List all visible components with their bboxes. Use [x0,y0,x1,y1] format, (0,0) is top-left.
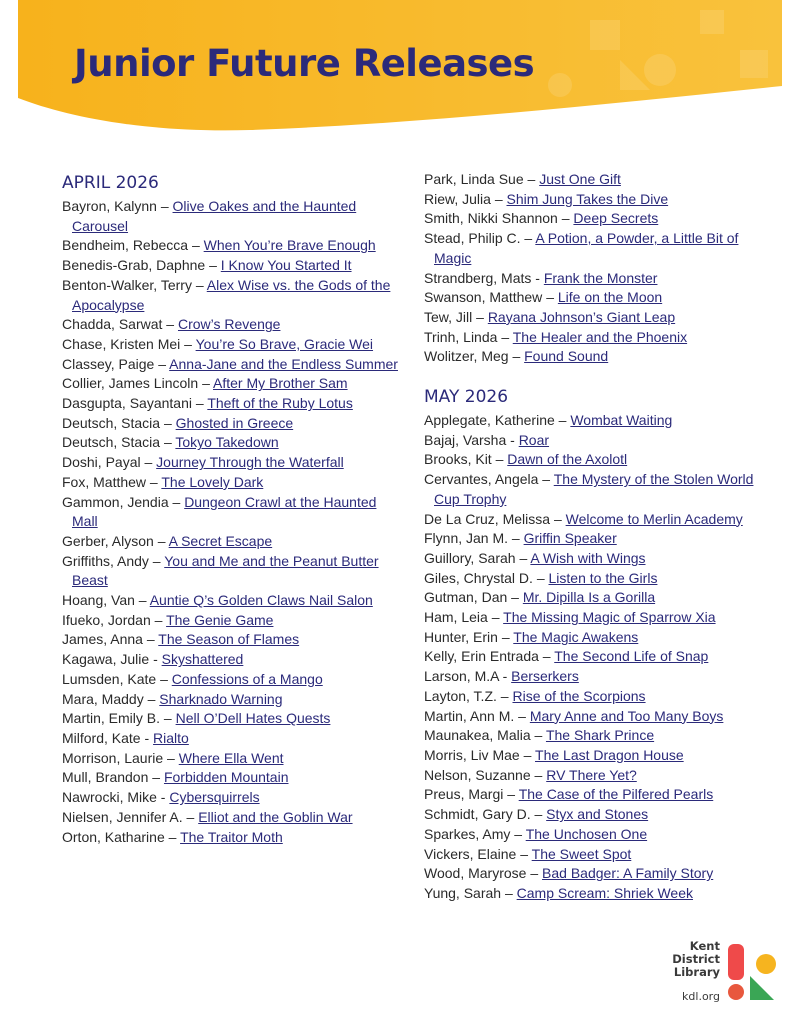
author-name: Stead, Philip C. [424,230,521,247]
separator: – [149,473,158,490]
book-title-link[interactable]: You’re So Brave, Gracie Wei [195,335,374,352]
book-title-link[interactable]: A Secret Escape [168,532,273,549]
separator: – [168,828,177,845]
author-name: Bendheim, Rebecca [62,237,189,254]
separator: – [138,592,147,609]
separator: – [495,451,504,468]
book-title-link[interactable]: RV There Yet? [546,766,637,783]
separator: – [519,549,528,566]
book-title-link[interactable]: Roar [518,431,550,448]
author-name: Gammon, Jendia [62,493,169,510]
separator: – [504,884,513,901]
release-entry [62,355,402,375]
release-entry [62,493,402,532]
book-title-link[interactable]: I Know You Started It [220,257,352,274]
author-name: Tew, Jill [424,308,473,325]
book-title-link[interactable]: After My Brother Sam [212,375,348,392]
author-name: De La Cruz, Melissa [424,510,551,527]
separator: – [561,210,570,227]
book-title-link[interactable]: Olive Oakes and the Haunted Carousel [72,198,357,234]
release-entry [424,411,764,431]
book-title-link[interactable]: Theft of the Ruby Lotus [207,395,353,412]
book-title-link[interactable]: Dungeon Crawl at the Haunted Mall [72,493,377,530]
logo-wordmark [672,940,720,979]
author-name: Trinh, Linda [424,328,498,345]
separator: – [530,865,539,882]
release-entry [62,276,402,315]
release-entry [424,864,764,884]
separator: – [501,628,510,645]
separator: – [154,611,163,628]
release-entry [62,690,402,710]
release-entry [62,808,402,828]
release-entry [62,256,402,276]
author-name: James, Anna [62,631,143,648]
book-title-link[interactable]: The Lovely Dark [161,473,264,490]
release-entry [62,374,402,394]
page-title: Junior Future Releases [74,42,535,85]
author-name: Benedis-Grab, Daphne [62,257,206,274]
author-name: Vickers, Elaine [424,845,517,862]
release-entry [62,453,402,473]
separator: – [527,171,536,187]
separator: – [520,845,529,862]
separator: – [511,589,519,606]
book-title-link[interactable]: Skyshattered [161,651,244,668]
release-entry [424,510,764,530]
release-entry [62,591,402,611]
author-name: Nawrocki, Mike [62,789,157,806]
separator: – [163,414,172,431]
author-name: Griffiths, Andy [62,552,149,569]
author-name: Morrison, Laurie [62,749,164,766]
book-title-link[interactable]: The Shark Prince [545,727,655,744]
author-name: Gerber, Alyson [62,532,154,549]
release-entry [62,828,402,848]
author-name: Larson, M.A [424,668,499,685]
release-entry [424,588,764,608]
book-title-link[interactable]: The Case of the Pilfered Pearls [518,786,714,803]
separator: – [534,766,543,783]
release-entry [424,470,764,509]
may-release-list [424,411,764,904]
book-title-link[interactable]: Griffin Speaker [523,530,617,547]
book-title-link[interactable]: Camp Scream: Shriek Week [516,884,693,901]
release-entry [424,347,764,367]
separator: – [160,670,168,687]
author-name: Classey, Paige [62,355,155,372]
left-column [62,171,402,847]
author-name: Nielsen, Jennifer A. [62,808,183,825]
book-title-link[interactable]: The Last Dragon House [535,746,684,763]
book-title-link[interactable]: Shim Jung Takes the Dive [506,190,669,207]
author-name: Martin, Emily B. [62,710,161,727]
separator: – [186,808,195,825]
author-name: Fox, Matthew [62,473,147,490]
separator: – [195,395,204,412]
author-name: Hunter, Erin [424,628,498,645]
release-entry [424,785,764,805]
separator: – [546,289,554,306]
author-name: Deutsch, Stacia [62,414,161,431]
book-title-link[interactable]: Wombat Waiting [570,412,673,429]
author-name: Lumsden, Kate [62,670,157,687]
author-name: Smith, Nikki Shannon [424,210,558,227]
author-name: Gutman, Dan [424,589,508,606]
release-entry [424,687,764,707]
book-title-link[interactable]: Life on the Moon [557,289,663,306]
release-entry [62,768,402,788]
author-name: Chadda, Sarwat [62,316,163,333]
book-title-link[interactable]: The Traitor Moth [180,828,283,845]
book-title-link[interactable]: Dawn of the Axolotl [507,451,628,468]
separator: – [144,454,153,471]
book-title-link[interactable]: The Mystery of the Stolen World Cup Trophy [434,471,754,507]
author-name: Wolitzer, Meg [424,348,509,365]
book-title-link[interactable]: Deep Secrets [573,210,659,227]
book-title-link[interactable]: You and Me and the Peanut Butter Beast [72,552,379,589]
release-entry [424,209,764,229]
book-title-link[interactable]: Alex Wise vs. the Gods of the Apocalypse [72,276,391,313]
release-entry [424,628,764,648]
april-release-list-continued [424,170,764,367]
release-entry [62,473,402,493]
separator: – [157,532,166,549]
logo-url: kdl.org [682,990,720,1003]
separator: – [494,190,503,207]
separator: - [535,269,540,286]
author-name: Maunakea, Malia [424,727,531,744]
release-entry [424,726,764,746]
release-entry [62,729,402,749]
header-banner [0,0,800,150]
release-entry [62,670,402,690]
book-title-link[interactable]: The Season of Flames [158,631,300,648]
book-title-link[interactable]: When You’re Brave Enough [203,237,376,254]
separator: – [536,569,545,586]
separator: – [518,707,526,724]
separator: - [160,789,166,806]
release-entry [62,709,402,729]
book-title-link[interactable]: The Second Life of Snap [554,648,709,665]
release-entry [424,884,764,904]
separator: – [542,648,551,665]
release-entry [62,650,402,670]
author-name: Collier, James Lincoln [62,375,199,392]
release-entry [62,236,402,256]
release-entry [62,788,402,808]
release-entry [62,532,402,552]
separator: – [160,198,169,214]
book-title-link[interactable]: The Magic Awakens [513,628,639,645]
author-name: Dasgupta, Sayantani [62,395,192,412]
release-entry [424,569,764,589]
separator: – [512,348,521,365]
book-title-link[interactable]: Cybersquirrels [169,789,260,806]
separator: – [172,493,181,510]
author-name: Doshi, Payal [62,454,141,471]
release-entry [424,766,764,786]
separator: – [542,471,551,488]
release-entry [62,197,402,236]
separator: – [147,690,156,707]
author-name: Riew, Julia [424,190,491,207]
separator: - [144,729,150,746]
separator: – [195,276,204,293]
author-name: Benton-Walker, Terry [62,276,192,293]
separator: - [153,651,158,668]
release-entry [62,749,402,769]
release-entry [424,170,764,190]
separator: - [510,431,515,448]
separator: – [507,786,516,803]
separator: – [553,510,562,527]
author-name: Orton, Katharine [62,828,165,845]
book-title-link[interactable]: Elliot and the Goblin War [198,808,353,825]
author-name: Flynn, Jan M. [424,530,509,547]
author-name: Brooks, Kit [424,451,492,468]
release-entry [424,328,764,348]
release-entry [424,431,764,451]
separator: – [152,552,161,569]
release-entry [424,269,764,289]
book-title-link[interactable]: A Potion, a Powder, a Little Bit of Magic [434,230,739,266]
release-entry [62,394,402,414]
book-title-link[interactable]: Confessions of a Mango [171,670,323,687]
april-release-list [62,197,402,847]
book-title-link[interactable]: The Sweet Spot [531,845,632,862]
section-spacer [424,367,764,385]
release-entry [62,630,402,650]
separator: – [511,530,520,547]
author-name: Yung, Sarah [424,884,502,901]
book-title-link[interactable]: Bad Badger: A Family Story [542,865,714,882]
book-title-link[interactable]: Just One Gift [539,171,621,187]
book-title-link[interactable]: Rise of the Scorpions [512,687,646,704]
book-title-link[interactable]: Frank the Monster [543,269,658,286]
book-title-link[interactable]: Rialto [153,729,189,746]
book-title-link[interactable]: Sharknado Warning [159,690,283,707]
separator: – [166,316,175,333]
book-title-link[interactable]: Welcome to Merlin Academy [565,510,743,527]
book-title-link[interactable]: Rayana Johnson’s Giant Leap [487,308,676,325]
author-name: Schmidt, Gary D. [424,806,531,823]
author-name: Martin, Ann M. [424,707,515,724]
author-name: Park, Linda Sue [424,171,524,187]
logo-line: District [672,952,720,966]
author-name: Chase, Kristen Mei [62,335,181,352]
author-name: Hoang, Van [62,592,135,609]
book-title-link[interactable]: The Missing Magic of Sparrow Xia [503,609,716,626]
release-entry [424,707,764,727]
book-title-link[interactable]: The Genie Game [166,611,274,628]
author-name: Bajaj, Varsha [424,431,507,448]
separator: – [158,355,167,372]
author-name: Applegate, Katherine [424,412,555,429]
month-heading-may: MAY 2026 [424,387,509,408]
book-title-link[interactable]: Auntie Q’s Golden Claws Nail Salon [149,592,373,609]
author-name: Morris, Liv Mae [424,746,520,763]
separator: – [491,609,500,626]
book-title-link[interactable]: Forbidden Mountain [163,769,289,786]
book-title-link[interactable]: Nell O’Dell Hates Quests [175,710,331,727]
release-entry [62,414,402,434]
release-entry [424,229,764,268]
book-title-link[interactable]: Mr. Dipilla Is a Gorilla [522,589,656,606]
author-name: Mull, Brandon [62,769,149,786]
separator: – [209,257,217,274]
release-entry [424,805,764,825]
author-name: Swanson, Matthew [424,289,543,306]
author-name: Preus, Margi [424,786,504,803]
month-heading-april: APRIL 2026 [62,173,159,193]
book-title-link[interactable]: A Wish with Wings [530,549,646,566]
logo-mark-icon [726,942,778,1004]
release-entry [424,825,764,845]
book-title-link[interactable]: The Unchosen One [525,825,648,842]
author-name: Guillory, Sarah [424,549,516,566]
book-title-link[interactable]: Styx and Stones [546,806,649,823]
release-entry [62,552,402,591]
separator: - [502,668,508,685]
separator: – [191,237,200,254]
author-name: Wood, Maryrose [424,865,527,882]
author-name: Bayron, Kalynn [62,198,157,214]
release-entry [424,845,764,865]
kdl-logo [662,940,782,1010]
release-entry [424,608,764,628]
author-name: Nelson, Suzanne [424,766,531,783]
book-title-link[interactable]: Found Sound [524,348,609,365]
right-column [424,170,764,904]
separator: – [152,769,161,786]
release-entry [424,450,764,470]
author-name: Kelly, Erin Entrada [424,648,539,665]
author-name: Milford, Kate [62,729,141,746]
release-entry [424,529,764,549]
release-entry [62,433,402,453]
separator: – [524,230,533,247]
author-name: Ham, Leia [424,609,488,626]
separator: – [534,806,543,823]
author-name: Layton, T.Z. [424,687,497,704]
separator: – [202,375,210,392]
book-title-link[interactable]: Tokyo Takedown [175,434,279,451]
separator: – [500,687,509,704]
separator: – [184,335,192,352]
book-title-link[interactable]: Ghosted in Greece [175,414,294,431]
release-entry [424,288,764,308]
release-entry [424,549,764,569]
book-title-link[interactable]: Mary Anne and Too Many Boys [529,707,724,724]
separator: – [163,434,172,451]
release-entry [62,335,402,355]
separator: – [514,825,523,842]
logo-line: Kent [689,939,720,953]
book-title-link[interactable]: Anna-Jane and the Endless Summer [169,355,398,372]
book-title-link[interactable]: Listen to the Girls [548,569,658,586]
separator: – [167,749,175,766]
separator: – [163,710,172,727]
author-name: Cervantes, Angela [424,471,539,488]
separator: – [501,328,510,345]
logo-line: Library [673,965,720,979]
author-name: Deutsch, Stacia [62,434,161,451]
author-name: Sparkes, Amy [424,825,511,842]
author-name: Strandberg, Mats [424,269,532,286]
release-entry [424,190,764,210]
separator: – [558,412,567,429]
release-entry [424,746,764,766]
book-title-link[interactable]: The Healer and the Phoenix [512,328,688,345]
author-name: Ifueko, Jordan [62,611,151,628]
book-title-link[interactable]: Journey Through the Waterfall [156,454,344,471]
release-entry [424,647,764,667]
release-entry [424,667,764,687]
release-entry [424,308,764,328]
separator: – [534,727,543,744]
book-title-link[interactable]: Where Ella Went [178,749,284,766]
book-title-link[interactable]: Berserkers [511,668,579,685]
separator: – [146,631,155,648]
author-name: Mara, Maddy [62,690,144,707]
book-title-link[interactable]: Crow’s Revenge [177,316,281,333]
release-entry [62,611,402,631]
author-name: Giles, Chrystal D. [424,569,533,586]
release-entry [62,315,402,335]
author-name: Kagawa, Julie [62,651,150,668]
separator: – [476,308,484,325]
separator: – [523,746,532,763]
